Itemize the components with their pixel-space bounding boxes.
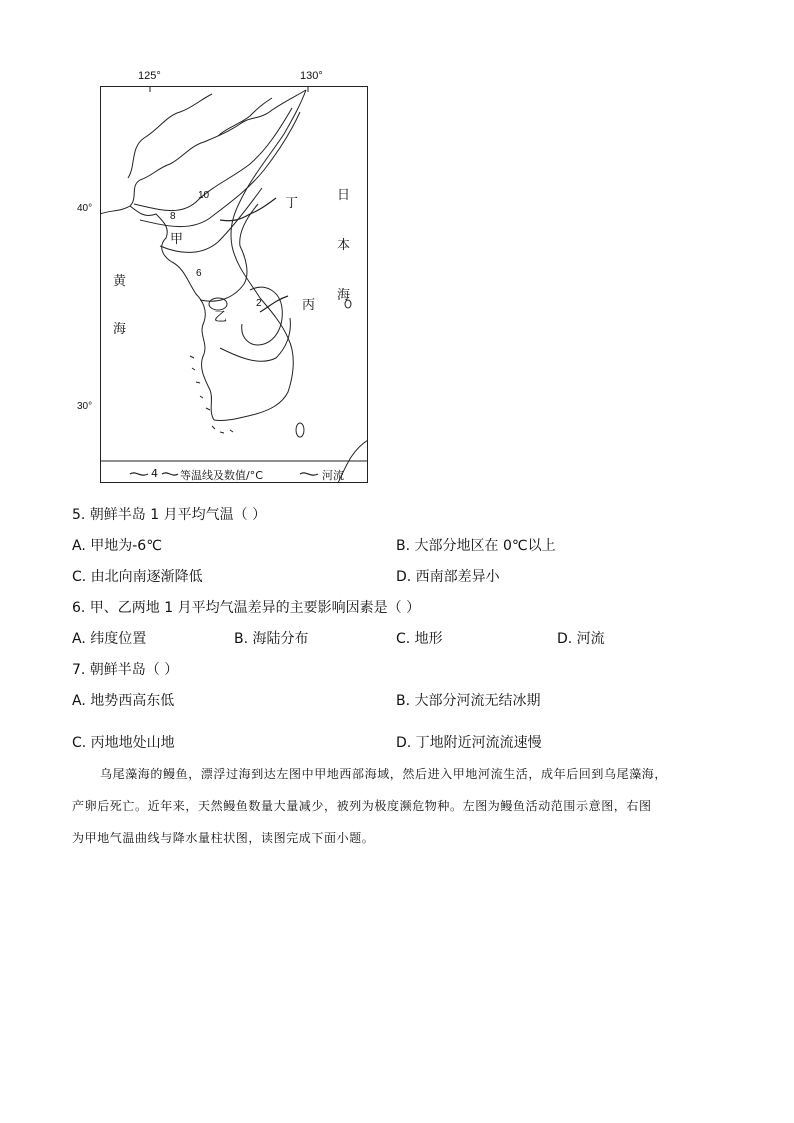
sea-label-hai-east: 海 — [337, 288, 351, 303]
jeju-island — [296, 423, 304, 437]
place-label-yi: 乙 — [214, 310, 228, 325]
question-5-option-d: D. 西南部差异小 — [396, 569, 500, 585]
latitude-label-30: 30° — [77, 401, 93, 412]
isotherm-label-6: 6 — [196, 268, 202, 279]
question-5-option-b: B. 大部分地区在 0℃以上 — [396, 538, 556, 554]
place-label-jia: 甲 — [170, 232, 184, 247]
question-7-option-a: A. 地势西高东低 — [72, 693, 175, 709]
isotherm-label-8: 8 — [170, 211, 176, 222]
legend-isotherm-text: 等温线及数值/°C — [180, 469, 263, 482]
east-coastline — [214, 90, 306, 421]
legend-isotherm-symbol — [130, 473, 148, 475]
isotherm-south — [242, 287, 283, 345]
place-label-bing: 丙 — [302, 298, 316, 313]
question-7-option-d: D. 丁地附近河流流速慢 — [396, 735, 542, 751]
isotherm-label-10: 10 — [198, 190, 210, 201]
legend-isotherm-value: 4 — [151, 467, 158, 480]
question-7-option-b: B. 大部分河流无结冰期 — [396, 693, 541, 709]
longitude-label-130: 130° — [300, 70, 323, 82]
question-5-option-c: C. 由北向南逐渐降低 — [72, 569, 203, 585]
place-label-ding: 丁 — [285, 196, 299, 211]
question-7-option-c: C. 丙地地处山地 — [72, 735, 175, 751]
legend-river-symbol — [300, 473, 318, 475]
sea-label-huang: 黄 — [113, 274, 127, 289]
question-6-option-c: C. 地形 — [396, 631, 443, 647]
question-5-stem: 5. 朝鲜半岛 1 月平均气温（ ） — [72, 507, 267, 523]
longitude-label-125: 125° — [138, 70, 161, 82]
question-6-option-d: D. 河流 — [557, 631, 605, 647]
sea-label-ri: 日 — [337, 188, 351, 203]
passage-line-2: 产卵后死亡。近年来，天然鳗鱼数量大量减少，被列为极度濒危物种。左图为鳗鱼活动范围示意图，右图 — [72, 799, 652, 813]
passage-line-3: 为甲地气温曲线与降水量柱状图，读图完成下面小题。 — [72, 831, 375, 845]
latitude-label-40: 40° — [77, 203, 93, 214]
question-6-option-b: B. 海陆分布 — [234, 631, 309, 647]
legend-river-text: 河流 — [322, 469, 344, 482]
china-boundary — [128, 94, 212, 178]
isotherm-label-2: 2 — [256, 298, 262, 309]
isotherm-10 — [134, 108, 292, 211]
isotherm-southeast — [220, 318, 290, 361]
sea-label-ben: 本 — [337, 238, 351, 253]
question-6-option-a: A. 纬度位置 — [72, 631, 147, 647]
sea-label-hai-west: 海 — [113, 322, 127, 337]
passage-line-1: 乌尾藻海的鳗鱼，漂浮过海到达左图中甲地西部海域，然后进入甲地河流生活，成年后回到乌尾藻海， — [100, 767, 668, 781]
korea-isotherm-map — [100, 86, 368, 483]
question-7-stem: 7. 朝鲜半岛（ ） — [72, 662, 179, 678]
question-5-option-a: A. 甲地为-6℃ — [72, 538, 162, 554]
isotherm-8 — [140, 112, 300, 227]
river-near-bing — [260, 296, 288, 312]
question-6-stem: 6. 甲、乙两地 1 月平均气温差异的主要影响因素是（ ） — [72, 600, 421, 616]
